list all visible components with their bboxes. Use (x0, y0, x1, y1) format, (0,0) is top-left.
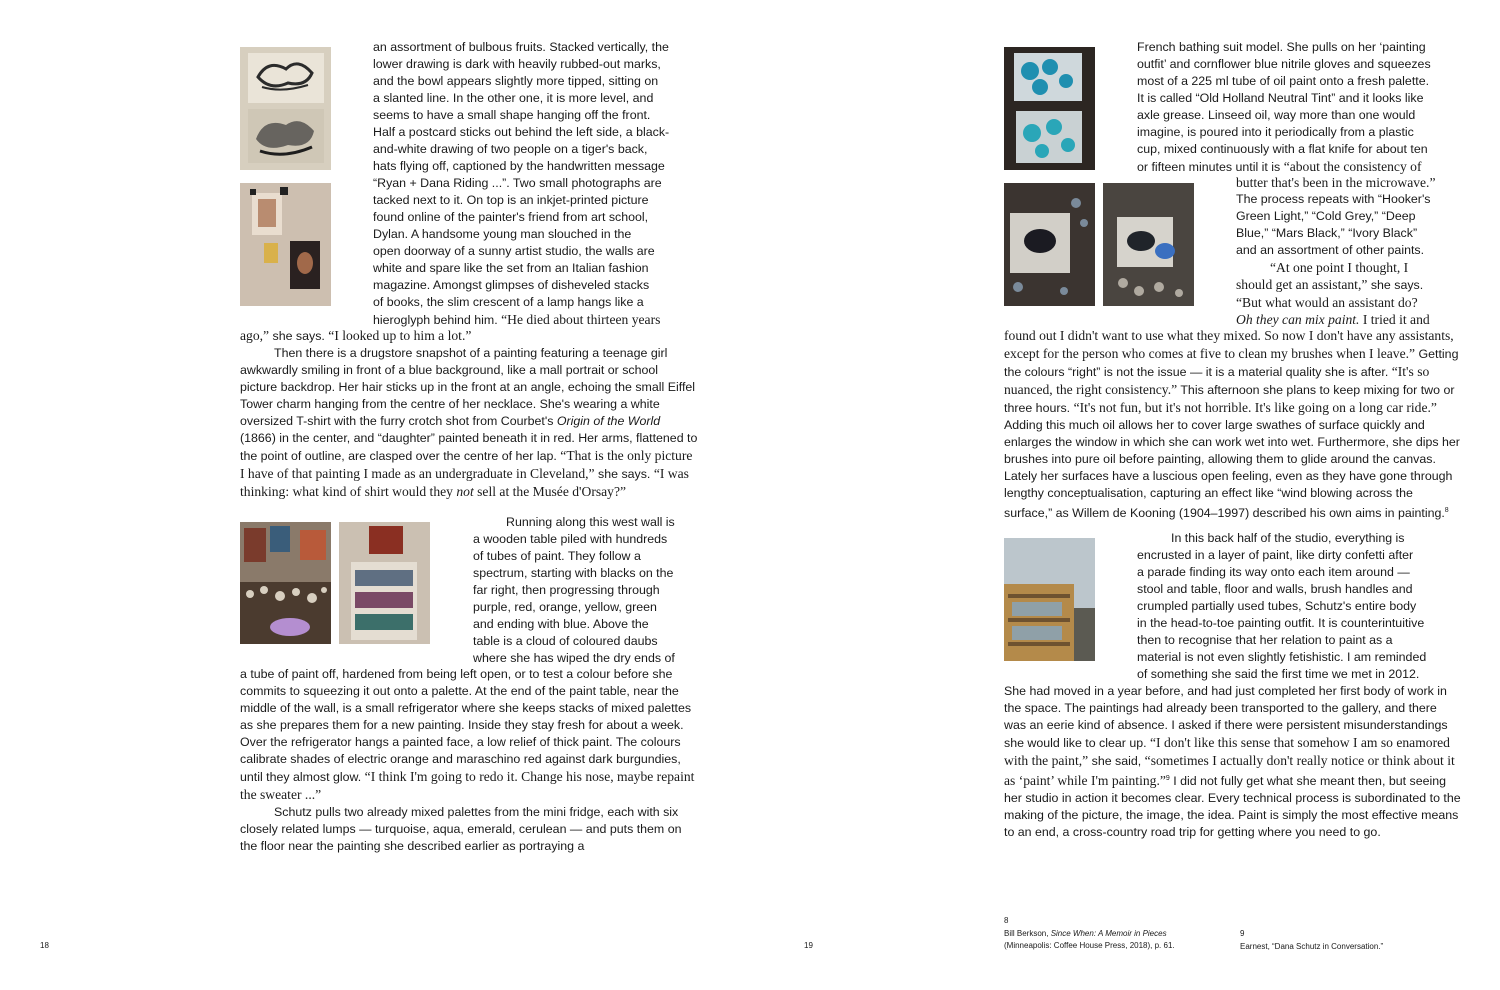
left-wrap-a-line: an assortment of bulbous fruits. Stacked vertically, the (373, 40, 669, 54)
footnote-8-citation: Bill Berkson, Since When: A Memoir in Pieces (1004, 928, 1167, 938)
left-wrap-a-line: open doorway of a sunny artist studio, the walls are (373, 244, 655, 258)
right-paragraph-first-meeting: She had moved in a year before, and had just completed her first body of work in the space. The paintings had already been transported to the gallery, and there was an eerie kind of absence. I asked if there were persistent misunderstandings she would like to clear up. “I don't like this sense that somehow I am so enamored with the paint,” she said, “sometimes I actually don't really notice or think about it as ‘paint’ while I'm painting.”$^9$ I did not fully get what she meant then, but seeing her studio in action it becomes clear. Every technical process is subordinated to the making of the picture, the image, the idea. Paint is simply the most effective means to an end, a cross-country road trip for getting where you need to go. (1004, 684, 1461, 840)
left-paragraph-paint-table: a tube of paint off, hardened from being left open, or to test a colour before she commits to squeezing it out onto a palette. At the end of the paint table, near the middle of the wall, is a small refrigerator where she keeps stacks of mixed palettes as she prepares them for a new painting. Inside they stay fresh for about a week. Over the refrigerator hangs a painted face, a low relief of thick paint. The colours calibrate shades of electric orange and maraschino red against dark burgundies, until they almost glow. “I think I'm going to redo it. Change his nose, maybe repaint the sweater ...” (240, 667, 695, 802)
right-wrap-d-line: in the head-to-toe painting outfit. It is counterintuitive (1137, 616, 1425, 630)
right-wrap-a-line: axle grease. Linseed oil, way more than one would (1137, 108, 1416, 122)
right-wrap-a-line: French bathing suit model. She pulls on her ‘painting (1137, 40, 1426, 54)
right-wrap-b-line: Green Light,” “Cold Grey,” “Deep (1236, 209, 1416, 223)
right-wrap-d-line: encrusted in a layer of paint, like dirty confetti after (1137, 548, 1414, 562)
right-wrap-c-line (1236, 276, 1462, 294)
left-paragraph-palettes: Schutz pulls two already mixed palettes from the mini fridge, each with six closely related lumps — turquoise, aqua, emerald, cerulean — and puts them on the floor near the painting she described earlier as portraying a (240, 805, 682, 853)
she-says: she says. (1367, 278, 1424, 292)
right-wrap-text-d (1137, 530, 1462, 683)
right-wrap-text-b (1236, 174, 1462, 328)
right-wrap-d-line: In this back half of the studio, everything is (1171, 531, 1405, 545)
right-wrap-a-line: imagine, is poured into it periodically from a plastic (1137, 125, 1414, 139)
left-wrap-b-line: a wooden table piled with hundreds (473, 532, 668, 546)
wrap-a-last-serif: “He died about thirteen years (501, 312, 661, 327)
studio-shelves-image (1004, 538, 1095, 661)
left-wrap-b-line: spectrum, starting with blacks on the (473, 566, 674, 580)
left-wrap-a-line: white and spare like the set from an Italian fashion (373, 261, 649, 275)
right-wrap-text-a (1137, 39, 1462, 176)
left-wrap-a-line: a slanted line. In the other one, it is more level, and (373, 91, 654, 105)
right-wrap-a-line: outfit’ and cornflower blue nitrile gloves and squeezes (1137, 57, 1431, 71)
left-paragraph-drugstore: Then there is a drugstore snapshot of a painting featuring a teenage girl awkwardly smiling in front of a blue background, like a mall portrait or school picture backdrop. Her hair sticks up in the front at an angle, echoing the small Eiffel Tower charm hanging from the centre of her necklace. She's wearing a white oversized T-shirt with the furry crotch shot from Courbet's Origin of the World (1866) in the center, and “daughter” painted beneath it in red. Her arms, flattened to the point of outline, are clasped over the centre of her lap. “That is the only picture I have of that painting I made as an undergraduate in Cleveland,” she says. “I was thinking: what kind of shirt would they not sell at the Musée d'Orsay?” (240, 346, 698, 499)
right-paragraph-assistants: found out I didn't want to use what they mixed. So now I don't have any assistants, except for the person who comes at five to clean my brushes when I leave.” Getting the colours “right” is not the issue — it is a material quality she is after. “It's so nuanced, the right consistency.” This afternoon she plans to keep mixing for two or three hours. “It's not fun, but it's not horrible. It's like going on a long car ride.” Adding this much oil allows her to cover large swathes of surface quickly and enlarges the window in which she can work wet into wet. Furthermore, she dips her brushes into pure oil before painting, allowing them to glide around the canvas. Lately her surfaces have a luscious open feeling, even as they have gone through lengthy conceptualisation, capturing an effect like “wind blowing across the surface,” as Willem de Kooning (1904–1997) described his own aims in painting.$^8$ (1004, 328, 1460, 521)
page-number-right: 19 (804, 941, 813, 950)
right-wrap-d-line: then to recognise that her relation to paint as a (1137, 633, 1393, 647)
left-wrap-b-line: Running along this west wall is (506, 515, 675, 529)
left-wrap-b-line: of tubes of paint. They follow a (473, 549, 641, 563)
left-wrap-a-line: “Ryan + Dana Riding ...”. Two small photographs are (373, 176, 662, 190)
page-number-left: 18 (40, 941, 49, 950)
right-wrap-b-line: and an assortment of other paints. (1236, 243, 1425, 257)
italic-mix-paint: Oh they can mix paint. (1236, 312, 1360, 327)
right-wrap-a-line: cup, mixed continuously with a flat knife for about ten (1137, 142, 1428, 156)
left-wrap-b-line: where she has wiped the dry ends of (473, 651, 675, 665)
right-body-1 (1004, 327, 1462, 522)
left-wrap-a-line: of books, the slim crescent of a lamp hangs like a (373, 295, 644, 309)
quote-assistant: should get an assistant,” (1236, 277, 1368, 292)
photo-mixing-palette (1004, 183, 1095, 306)
footnote-9-text: Earnest, “Dana Schutz in Conversation.” (1240, 941, 1384, 951)
right-wrap-d-line: material is not even slightly fetishistic. I am reminded (1137, 650, 1427, 664)
left-wrap-a-line: lower drawing is dark with heavily rubbed-out marks, (373, 57, 661, 71)
left-paragraph-dylan-end: ago,” she says. “I looked up to him a lot.” (240, 328, 472, 343)
wrap-a-last-sans: or fifteen minutes until it is (1137, 160, 1284, 174)
right-wrap-c-line: “At one point I thought, I (1270, 260, 1409, 275)
left-wrap-a-line: Half a postcard sticks out behind the left side, a black- (373, 125, 670, 139)
left-wrap-b-line: and ending with blue. Above the (473, 617, 649, 631)
right-body-2 (1004, 683, 1462, 841)
tried-it: I tried it and (1359, 312, 1430, 327)
right-wrap-d-line: of something she said the first time we met in 2012. (1137, 667, 1420, 681)
right-wrap-b-line: Blue,” “Mars Black,” “Ivory Black” (1236, 226, 1418, 240)
right-wrap-a-line: It is called “Old Holland Neutral Tint” and it looks like (1137, 91, 1424, 105)
blue-palettes-image (1004, 47, 1095, 170)
photo-blue-palettes (1004, 47, 1095, 170)
left-wrap-a-line: Dylan. A handsome young man slouched in the (373, 227, 632, 241)
footnote-8-number: 8 (1004, 916, 1009, 925)
gloved-hands-image (1103, 183, 1194, 306)
left-wrap-a-line: seems to have a small shape hanging off the front. (373, 108, 651, 122)
left-wrap-b-line: table is a cloud of coloured daubs (473, 634, 658, 648)
right-wrap-d-line: crumpled partially used tubes, Schutz's entire body (1137, 599, 1417, 613)
right-wrap-d-line: stool and table, floor and walls, brush handles and (1137, 582, 1413, 596)
wrap-a-last-sans: hieroglyph behind him. (373, 313, 502, 327)
wrap-a-last-serif: “about the consistency of (1283, 159, 1422, 174)
left-wrap-a-line: tacked next to it. On top is an inkjet-printed picture (373, 193, 649, 207)
footnote-8 (1004, 915, 1224, 953)
mixing-palette-image (1004, 183, 1095, 306)
left-wrap-b-line: purple, red, orange, yellow, green (473, 600, 657, 614)
right-wrap-b-line: The process repeats with “Hooker's (1236, 192, 1431, 206)
left-wrap-a-line: and the bowl appears slightly more tipped, sitting on (373, 74, 659, 88)
footnote-ref-9[interactable]: 9 (1165, 775, 1170, 782)
left-wrap-a-line: found online of the painter's friend from art school, (373, 210, 649, 224)
right-wrap-c-line (1236, 311, 1462, 328)
photo-studio-shelves (1004, 538, 1095, 661)
left-wrap-b-line: far right, then progressing through (473, 583, 660, 597)
right-wrap-d-line: a parade finding its way onto each item around — (1137, 565, 1410, 579)
left-wrap-a-line: hats flying off, captioned by the handwritten message (373, 159, 665, 173)
footnote-9 (1240, 928, 1460, 953)
left-wrap-a-line: and-white drawing of two people on a tiger's back, (373, 142, 648, 156)
right-wrap-a-line: most of a 225 ml tube of oil paint onto a fresh palette. (1137, 74, 1430, 88)
right-wrap-b-line: butter that's been in the microwave.” (1236, 175, 1436, 190)
photo-gloved-hands (1103, 183, 1194, 306)
footnote-ref-8[interactable]: 8 (1444, 507, 1449, 514)
left-wrap-a-line: magazine. Amongst glimpses of disheveled stacks (373, 278, 650, 292)
right-wrap-c-line: “But what would an assistant do? (1236, 295, 1418, 310)
footnote-8-publisher: (Minneapolis: Coffee House Press, 2018), p. 61. (1004, 941, 1175, 950)
footnote-9-number: 9 (1240, 929, 1245, 938)
